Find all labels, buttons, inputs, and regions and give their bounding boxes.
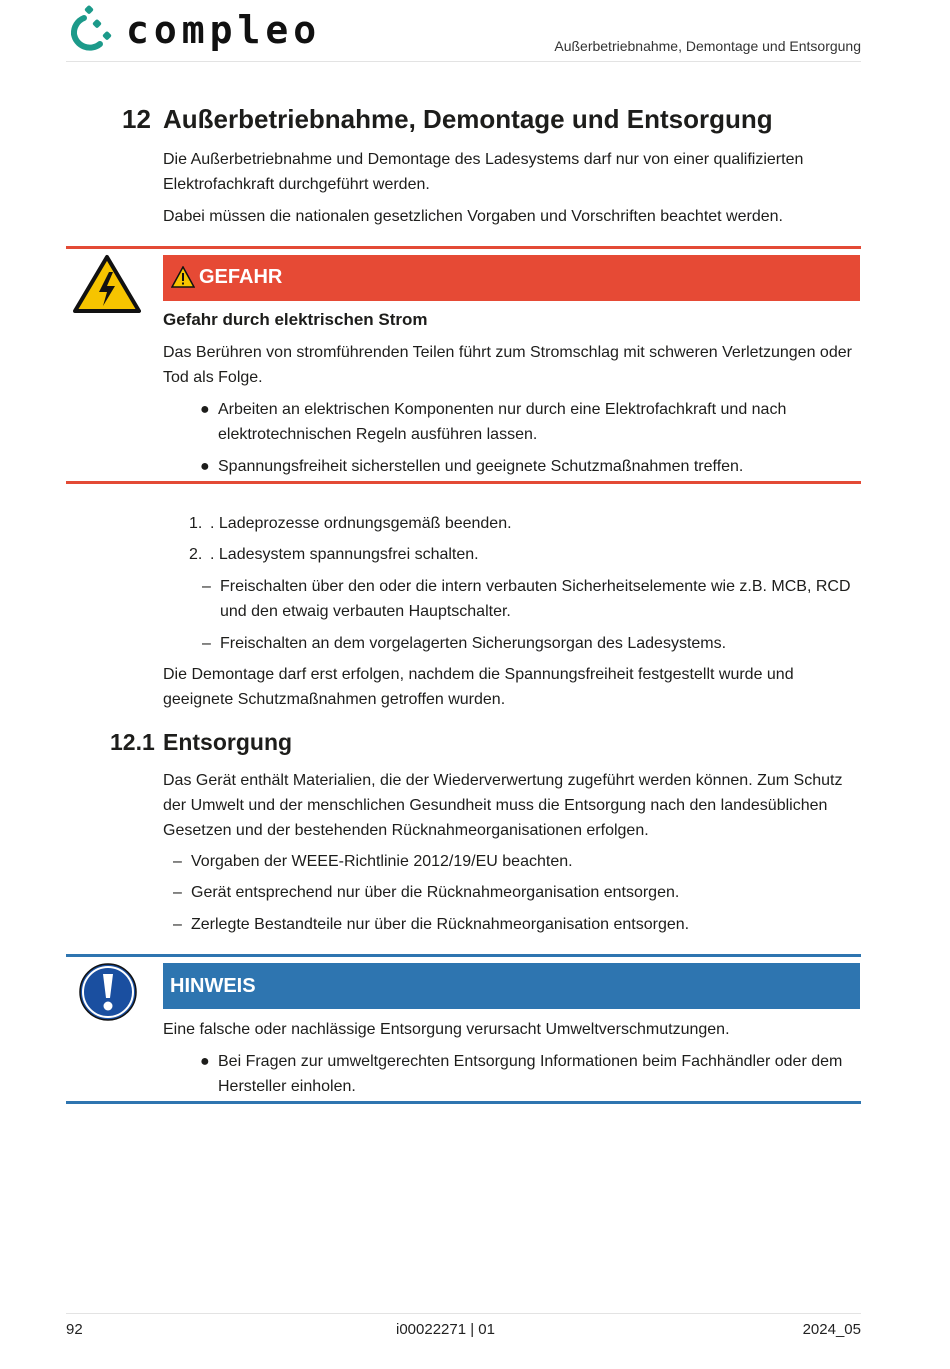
step-number-2: 2. — [189, 546, 203, 563]
dismantle-note: Die Demontage darf erst erfolgen, nachdem die Spannungsfreiheit festgestellt wurde und geeignete Schutzmaßnahmen getroffen wurden. — [163, 666, 794, 708]
section-number: 12 — [122, 104, 151, 134]
substep-text: Freischalten über den oder die intern verbauten Sicherheitselemente wie z.B. MCB, RCD und den etwaig verbauten Hauptschalter. — [220, 578, 851, 620]
bullet-icon: ● — [200, 458, 210, 475]
danger-banner — [163, 255, 860, 301]
bullet-icon: ● — [200, 1053, 210, 1070]
exclamation-icon — [78, 962, 138, 1022]
disposal-paragraph: Das Gerät enthält Materialien, die der Wiederverwertung zugeführt werden können. Zum Schutz der Umwelt und der menschlichen Gesundheit muss die Entsorgung nach den landesüblichen Gesetzen und der bestehenden Rücknahmeorganisationen erfolgen. — [163, 772, 843, 839]
notice-bullet-text: Bei Fragen zur umweltgerechten Entsorgung Informationen beim Fachhändler oder dem Hersteller einholen. — [218, 1053, 843, 1095]
compleo-logo-mark — [66, 4, 126, 52]
danger-label: GEFAHR — [199, 266, 283, 288]
danger-heading: Gefahr durch elektrischen Strom — [163, 310, 428, 329]
notice-banner — [163, 963, 860, 1009]
step-text-1: . Ladeprozesse ordnungsgemäß beenden. — [210, 515, 512, 532]
warning-triangle-icon — [171, 266, 195, 288]
dash-icon: – — [173, 853, 182, 870]
step-text-2: . Ladesystem spannungsfrei schalten. — [210, 546, 479, 563]
disposal-item-text: Zerlegte Bestandteile nur über die Rücknahmeorganisation entsorgen. — [191, 916, 690, 933]
running-header: Außerbetriebnahme, Demontage und Entsorgung — [554, 38, 861, 54]
disposal-item-text: Gerät entsprechend nur über die Rücknahmeorganisation entsorgen. — [191, 884, 680, 901]
danger-top-rule — [66, 246, 861, 249]
dash-icon: – — [202, 635, 211, 652]
compleo-logo — [66, 4, 322, 52]
intro-paragraph-2: Dabei müssen die nationalen gesetzlichen Vorgaben und Vorschriften beachtet werden. — [163, 208, 783, 225]
notice-label: HINWEIS — [170, 975, 256, 997]
notice-text: Eine falsche oder nachlässige Entsorgung verursacht Umweltverschmutzungen. — [163, 1021, 730, 1038]
notice-bottom-rule — [66, 1101, 861, 1104]
danger-text: Das Berühren von stromführenden Teilen führt zum Stromschlag mit schweren Verletzungen oder Tod als Folge. — [163, 344, 852, 386]
electric-hazard-icon — [73, 254, 141, 314]
brand-wordmark: compleo — [126, 8, 322, 52]
subsection-title: Entsorgung — [163, 729, 293, 755]
document-id: i00022271 | 01 — [396, 1321, 495, 1338]
substep-text: Freischalten an dem vorgelagerten Sicherungsorgan des Ladesystems. — [220, 635, 727, 652]
section-title: Außerbetriebnahme, Demontage und Entsorgung — [163, 104, 773, 134]
danger-bottom-rule — [66, 481, 861, 484]
dash-icon: – — [202, 578, 211, 595]
disposal-item-text: Vorgaben der WEEE-Richtlinie 2012/19/EU beachten. — [191, 853, 573, 870]
step-number-1: 1. — [189, 515, 203, 532]
page-number: 92 — [66, 1321, 83, 1338]
subsection-number: 12.1 — [110, 729, 155, 755]
document-date: 2024_05 — [802, 1321, 861, 1338]
bullet-icon: ● — [200, 401, 210, 418]
dash-icon: – — [173, 884, 182, 901]
danger-bullet-text: Spannungsfreiheit sicherstellen und geeignete Schutzmaßnahmen treffen. — [218, 458, 744, 475]
footer-divider — [66, 1313, 861, 1314]
notice-top-rule — [66, 954, 861, 957]
intro-paragraph-1: Die Außerbetriebnahme und Demontage des Ladesystems darf nur von einer qualifizierten Elektrofachkraft durchgeführt werden. — [163, 151, 804, 193]
dash-icon: – — [173, 916, 182, 933]
header-divider — [66, 61, 861, 62]
danger-bullet-text: Arbeiten an elektrischen Komponenten nur durch eine Elektrofachkraft und nach elektrotechnischen Regeln ausführen lassen. — [218, 401, 787, 443]
